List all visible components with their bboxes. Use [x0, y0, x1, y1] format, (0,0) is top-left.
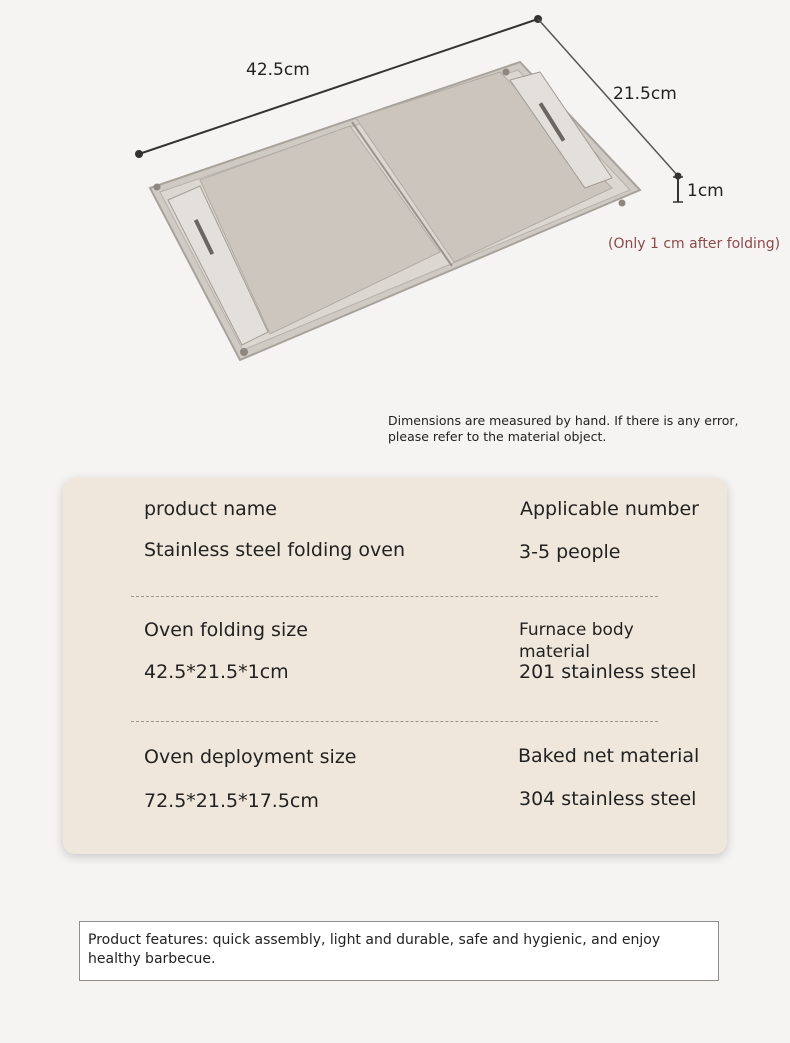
thickness-dimension-label: 1cm — [687, 181, 724, 201]
disclaimer-line-2: please refer to the material object. — [388, 429, 607, 444]
length-dimension-label: 42.5cm — [246, 60, 310, 80]
folding-size-value: 42.5*21.5*1cm — [144, 661, 289, 683]
furnace-material-value: 201 stainless steel — [519, 661, 697, 683]
net-material-value: 304 stainless steel — [519, 788, 697, 810]
folding-size-label: Oven folding size — [144, 619, 308, 641]
disclaimer-line-1: Dimensions are measured by hand. If there is any error, — [388, 413, 739, 428]
oven-body — [150, 62, 640, 360]
width-dimension-label: 21.5cm — [613, 84, 677, 104]
deployment-size-value: 72.5*21.5*17.5cm — [144, 790, 319, 812]
measurement-disclaimer — [388, 413, 738, 445]
furnace-material-label: Furnace body material — [519, 620, 634, 662]
product-name-label: product name — [144, 498, 277, 520]
net-material-label: Baked net material — [518, 745, 700, 767]
applicable-number-label: Applicable number — [520, 498, 699, 520]
product-name-value: Stainless steel folding oven — [144, 539, 405, 561]
folding-note: (Only 1 cm after folding) — [608, 236, 781, 252]
spec-divider-1 — [131, 596, 658, 597]
folded-oven-illustration — [0, 0, 790, 400]
spec-divider-2 — [131, 721, 658, 722]
applicable-number-value: 3-5 people — [519, 541, 621, 563]
product-features-box: Product features: quick assembly, light and durable, safe and hygienic, and enjoy healthy barbecue. — [79, 921, 719, 981]
deployment-size-label: Oven deployment size — [144, 746, 357, 768]
